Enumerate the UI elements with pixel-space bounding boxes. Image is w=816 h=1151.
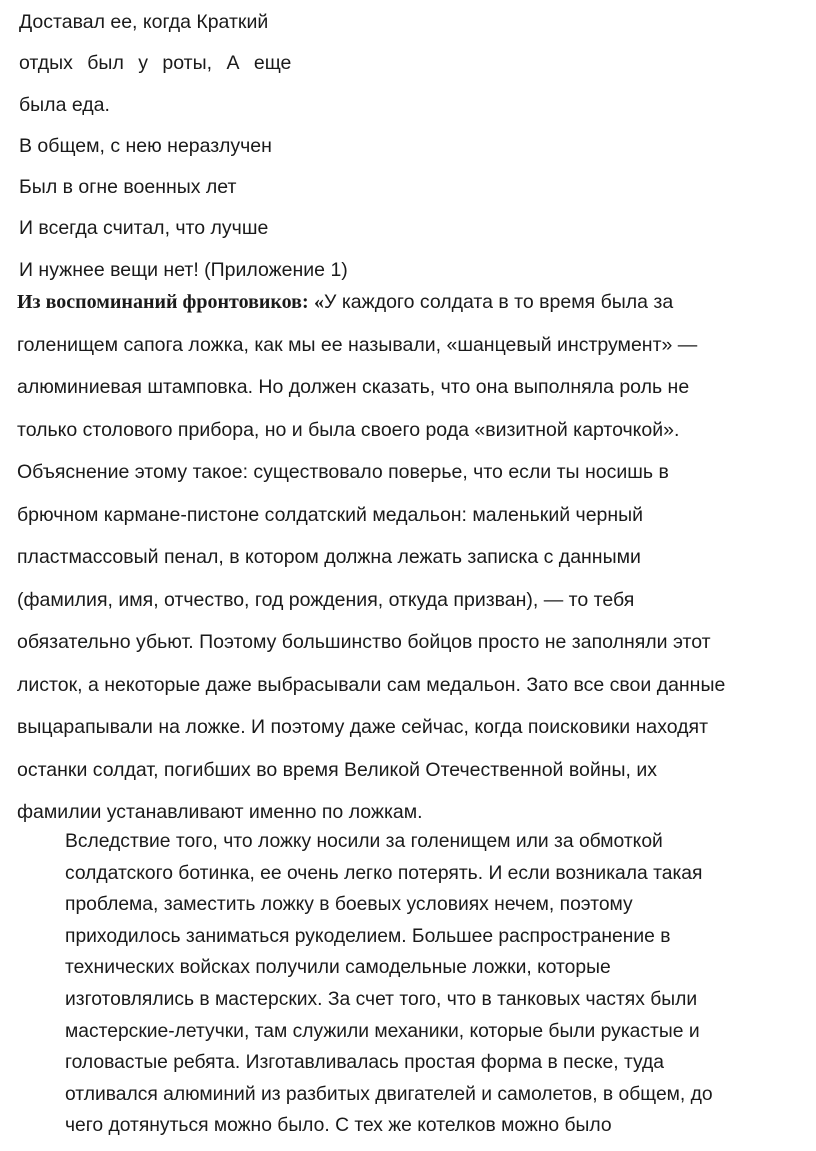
memoir-line: обязательно убьют. Поэтому большинство бойцов просто не заполняли этот <box>17 631 711 653</box>
memoir-first-line <box>17 281 812 324</box>
poem-line: И нужнее вещи нет! (Приложение 1) <box>19 258 348 281</box>
memoir-line: только столового прибора, но и была своего рода «визитной карточкой». <box>17 418 680 441</box>
memoir-line: выцарапывали на ложке. И поэтому даже сейчас, когда поисковики находят <box>17 716 709 738</box>
poem-line: отдых был у роты, А еще <box>19 52 292 75</box>
continuation-line: проблема, заместить ложку в боевых условиях нечем, поэтому <box>65 894 633 916</box>
continuation-paragraph <box>65 826 805 1142</box>
memoir-line: листок, а некоторые даже выбрасывали сам медальон. Зато все свои данные <box>17 673 726 696</box>
continuation-line: Вследствие того, что ложку носили за голенищем или за обмоткой <box>65 831 663 852</box>
continuation-line: чего дотянуться можно было. С тех же котелков можно было <box>65 1115 612 1137</box>
memoir-paragraph <box>17 281 812 834</box>
memoir-line: Объяснение этому такое: существовало поверье, что если ты носишь в <box>17 461 669 483</box>
memoir-label: Из воспоминаний фронтовиков: <box>17 291 309 313</box>
memoir-line: останки солдат, погибших во время Великой Отечественной войны, их <box>17 758 658 781</box>
continuation-line: мастерские-летучки, там служили механики, которые были рукастые и <box>65 1020 700 1042</box>
continuation-line: приходилось заниматься рукоделием. Большее распространение в <box>65 925 671 947</box>
memoir-line: фамилии устанавливают именно по ложкам. <box>17 801 423 823</box>
memoir-line: голенищем сапога ложка, как мы ее называли, «шанцевый инструмент» — <box>17 333 698 356</box>
memoir-line: пластмассовый пенал, в котором должна лежать записка с данными <box>17 546 641 568</box>
continuation-line: изготовлялись в мастерских. За счет того, что в танковых частях были <box>65 988 698 1010</box>
poem-line: Доставал ее, когда Краткий <box>19 11 269 33</box>
continuation-line: головастые ребята. Изготавливалась простая форма в песке, туда <box>65 1052 664 1074</box>
continuation-line: солдатского ботинка, ее очень легко потерять. И если возникала такая <box>65 862 703 884</box>
memoir-line: алюминиевая штамповка. Но должен сказать, что она выполняла роль не <box>17 376 690 398</box>
poem-line: Был в огне военных лет <box>19 176 237 199</box>
memoir-line: (фамилия, имя, отчество, год рождения, откуда призван), — то тебя <box>17 588 635 611</box>
memoir-line: брючном кармане-пистоне солдатский медальон: маленький черный <box>17 503 644 526</box>
continuation-line: отливался алюминий из разбитых двигателей и самолетов, в общем, до <box>65 1083 713 1105</box>
open-quote: « <box>314 291 325 313</box>
poem-line: И всегда считал, что лучше <box>19 217 269 240</box>
poem-line: была еда. <box>19 93 110 116</box>
poem-stanza <box>19 2 348 291</box>
memoir-first-text: У каждого солдата в то время была за <box>324 291 674 313</box>
continuation-line: технических войсках получили самодельные ложки, которые <box>65 957 611 979</box>
poem-line: В общем, с нею неразлучен <box>19 134 272 157</box>
